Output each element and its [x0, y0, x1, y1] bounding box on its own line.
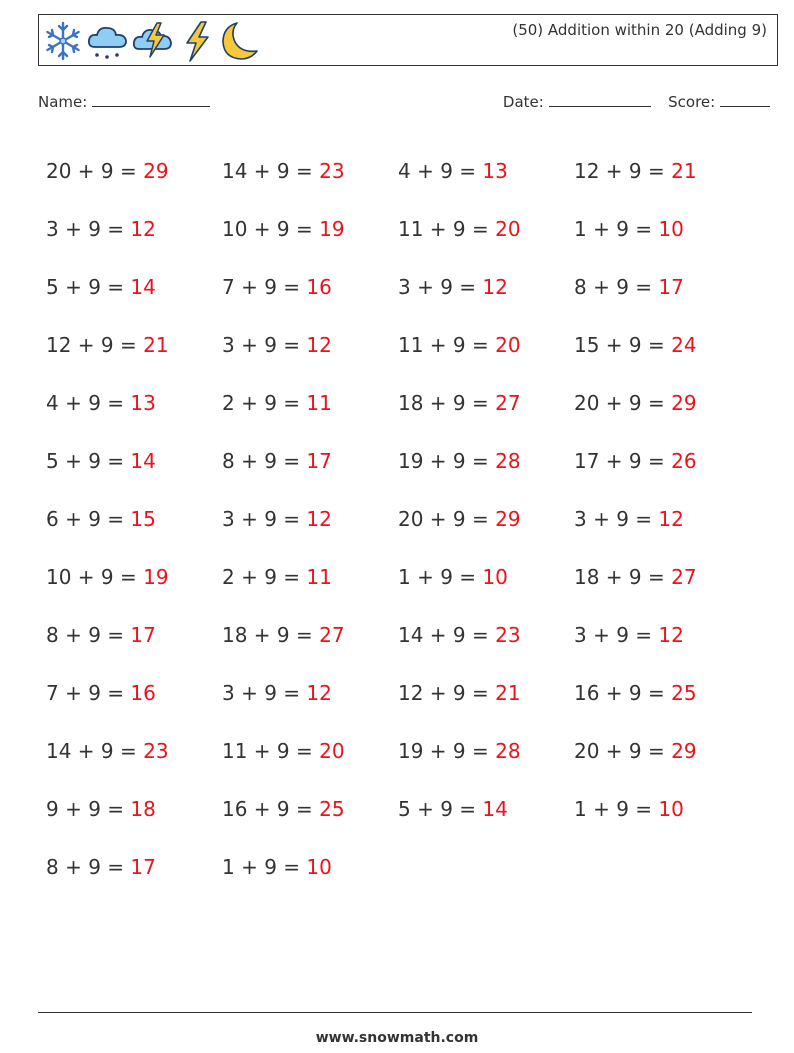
date-blank[interactable]: [549, 92, 651, 107]
problem-item: [222, 565, 398, 589]
problem-item: [574, 507, 750, 531]
problem-question: 10 + 9 =: [46, 565, 144, 589]
problem-answer: 28: [495, 449, 521, 473]
name-field: [38, 92, 210, 111]
problem-answer: 18: [130, 797, 156, 821]
problem-answer: 13: [482, 159, 508, 183]
problem-answer: 29: [143, 159, 169, 183]
problem-answer: 21: [143, 333, 169, 357]
problem-row: [46, 722, 750, 780]
problem-answer: 27: [671, 565, 697, 589]
problem-question: 3 + 9 =: [398, 275, 483, 299]
problem-item: [398, 449, 574, 473]
problem-question: 15 + 9 =: [574, 333, 672, 357]
problem-question: 12 + 9 =: [46, 333, 144, 357]
problem-question: 11 + 9 =: [222, 739, 320, 763]
score-blank[interactable]: [720, 92, 770, 107]
problem-answer: 27: [495, 391, 521, 415]
problem-answer: 10: [306, 855, 332, 879]
problem-answer: 19: [143, 565, 169, 589]
problem-question: 8 + 9 =: [222, 449, 307, 473]
problem-item: [574, 681, 750, 705]
problem-item: [46, 565, 222, 589]
problem-question: 8 + 9 =: [46, 623, 131, 647]
problem-answer: 12: [658, 507, 684, 531]
problem-item: [222, 623, 398, 647]
crescent-moon-icon: [217, 19, 261, 63]
problem-question: 20 + 9 =: [574, 391, 672, 415]
problem-question: 20 + 9 =: [398, 507, 496, 531]
problem-row: [46, 838, 750, 896]
problem-question: 18 + 9 =: [398, 391, 496, 415]
problem-item: [398, 739, 574, 763]
problem-question: 8 + 9 =: [46, 855, 131, 879]
problem-item: [398, 507, 574, 531]
problem-row: [46, 316, 750, 374]
problem-question: 10 + 9 =: [222, 217, 320, 241]
problem-item: [398, 623, 574, 647]
problem-item: [222, 507, 398, 531]
problem-question: 3 + 9 =: [46, 217, 131, 241]
problem-answer: 14: [130, 275, 156, 299]
problem-question: 2 + 9 =: [222, 391, 307, 415]
footer-divider: [38, 1012, 752, 1013]
problem-item: [574, 565, 750, 589]
problem-item: [46, 449, 222, 473]
problem-question: 11 + 9 =: [398, 333, 496, 357]
problem-answer: 17: [130, 623, 156, 647]
problem-answer: 11: [306, 565, 332, 589]
problem-question: 7 + 9 =: [222, 275, 307, 299]
problem-item: [222, 391, 398, 415]
problem-item: [46, 333, 222, 357]
problem-item: [222, 159, 398, 183]
problem-answer: 20: [319, 739, 345, 763]
problem-question: 3 + 9 =: [222, 333, 307, 357]
date-score-fields: [503, 92, 770, 111]
problem-answer: 29: [671, 391, 697, 415]
snowflake-icon: [41, 19, 85, 63]
problem-item: [398, 217, 574, 241]
problem-question: 18 + 9 =: [222, 623, 320, 647]
problem-answer: 12: [306, 681, 332, 705]
problem-question: 11 + 9 =: [398, 217, 496, 241]
problem-item: [398, 333, 574, 357]
worksheet-header: [38, 14, 778, 66]
problem-item: [574, 739, 750, 763]
problem-item: [574, 449, 750, 473]
problem-answer: 16: [306, 275, 332, 299]
problem-item: [574, 797, 750, 821]
problem-question: 5 + 9 =: [46, 275, 131, 299]
problem-answer: 11: [306, 391, 332, 415]
problem-question: 5 + 9 =: [398, 797, 483, 821]
snow-cloud-icon: [85, 19, 131, 63]
name-blank[interactable]: [92, 92, 210, 107]
problem-row: [46, 606, 750, 664]
problem-item: [222, 855, 398, 879]
problem-question: 12 + 9 =: [574, 159, 672, 183]
problem-item: [574, 391, 750, 415]
problem-row: [46, 780, 750, 838]
problem-answer: 14: [482, 797, 508, 821]
problem-answer: 17: [130, 855, 156, 879]
problem-item: [574, 333, 750, 357]
problem-answer: 23: [495, 623, 521, 647]
problem-answer: 12: [306, 333, 332, 357]
problem-answer: 25: [671, 681, 697, 705]
problem-answer: 13: [130, 391, 156, 415]
problem-item: [574, 217, 750, 241]
problem-answer: 12: [482, 275, 508, 299]
problem-answer: 27: [319, 623, 345, 647]
problem-grid: [46, 142, 750, 896]
problem-row: [46, 432, 750, 490]
problem-item: [398, 797, 574, 821]
problem-answer: 14: [130, 449, 156, 473]
worksheet-title: (50) Addition within 20 (Adding 9): [512, 21, 767, 39]
problem-item: [46, 623, 222, 647]
header-icons: [41, 17, 261, 65]
problem-question: 17 + 9 =: [574, 449, 672, 473]
lightning-icon: [177, 19, 217, 63]
problem-item: [46, 391, 222, 415]
problem-question: 16 + 9 =: [574, 681, 672, 705]
problem-row: [46, 258, 750, 316]
problem-question: 7 + 9 =: [46, 681, 131, 705]
problem-item: [46, 855, 222, 879]
problem-item: [398, 159, 574, 183]
problem-item: [574, 159, 750, 183]
problem-row: [46, 200, 750, 258]
problem-row: [46, 142, 750, 200]
problem-question: 16 + 9 =: [222, 797, 320, 821]
problem-question: 2 + 9 =: [222, 565, 307, 589]
problem-question: 8 + 9 =: [574, 275, 659, 299]
problem-question: 3 + 9 =: [574, 507, 659, 531]
problem-answer: 25: [319, 797, 345, 821]
problem-question: 18 + 9 =: [574, 565, 672, 589]
problem-question: 20 + 9 =: [574, 739, 672, 763]
problem-item: [46, 681, 222, 705]
problem-question: 14 + 9 =: [222, 159, 320, 183]
problem-question: 14 + 9 =: [398, 623, 496, 647]
problem-answer: 20: [495, 217, 521, 241]
problem-answer: 21: [495, 681, 521, 705]
problem-answer: 20: [495, 333, 521, 357]
problem-row: [46, 490, 750, 548]
problem-answer: 29: [671, 739, 697, 763]
problem-item: [398, 565, 574, 589]
problem-answer: 12: [658, 623, 684, 647]
problem-answer: 29: [495, 507, 521, 531]
problem-question: 4 + 9 =: [398, 159, 483, 183]
problem-item: [46, 507, 222, 531]
problem-answer: 17: [306, 449, 332, 473]
problem-item: [398, 275, 574, 299]
problem-question: 1 + 9 =: [398, 565, 483, 589]
problem-question: 19 + 9 =: [398, 739, 496, 763]
problem-question: 20 + 9 =: [46, 159, 144, 183]
problem-question: 1 + 9 =: [574, 217, 659, 241]
problem-answer: 15: [130, 507, 156, 531]
problem-answer: 21: [671, 159, 697, 183]
problem-question: 14 + 9 =: [46, 739, 144, 763]
problem-item: [398, 391, 574, 415]
problem-item: [46, 739, 222, 763]
problem-item: [574, 623, 750, 647]
storm-cloud-icon: [131, 19, 177, 63]
problem-item: [222, 217, 398, 241]
problem-answer: 23: [143, 739, 169, 763]
problem-item: [222, 739, 398, 763]
name-label: Name:: [38, 93, 88, 111]
problem-question: 19 + 9 =: [398, 449, 496, 473]
problem-item: [46, 159, 222, 183]
problem-question: 12 + 9 =: [398, 681, 496, 705]
problem-item: [46, 797, 222, 821]
problem-item: [46, 275, 222, 299]
problem-question: 3 + 9 =: [222, 681, 307, 705]
problem-item: [574, 275, 750, 299]
problem-answer: 19: [319, 217, 345, 241]
problem-item: [222, 681, 398, 705]
problem-answer: 16: [130, 681, 156, 705]
date-label: Date:: [502, 93, 544, 111]
problem-question: 3 + 9 =: [222, 507, 307, 531]
problem-answer: 12: [306, 507, 332, 531]
problem-item: [222, 275, 398, 299]
problem-question: 1 + 9 =: [574, 797, 659, 821]
problem-answer: 28: [495, 739, 521, 763]
problem-row: [46, 548, 750, 606]
problem-question: 1 + 9 =: [222, 855, 307, 879]
problem-item: [222, 449, 398, 473]
problem-question: 6 + 9 =: [46, 507, 131, 531]
problem-question: 5 + 9 =: [46, 449, 131, 473]
footer-url: www.snowmath.com: [315, 1030, 479, 1046]
problem-row: [46, 374, 750, 432]
problem-answer: 12: [130, 217, 156, 241]
problem-answer: 23: [319, 159, 345, 183]
problem-row: [46, 664, 750, 722]
problem-question: 9 + 9 =: [46, 797, 131, 821]
problem-question: 4 + 9 =: [46, 391, 131, 415]
problem-answer: 10: [658, 217, 684, 241]
problem-answer: 17: [658, 275, 684, 299]
problem-question: 3 + 9 =: [574, 623, 659, 647]
problem-item: [398, 681, 574, 705]
problem-item: [46, 217, 222, 241]
score-label: Score:: [668, 93, 716, 111]
problem-item: [222, 797, 398, 821]
problem-answer: 26: [671, 449, 697, 473]
problem-answer: 24: [671, 333, 697, 357]
problem-item: [222, 333, 398, 357]
problem-answer: 10: [658, 797, 684, 821]
problem-answer: 10: [482, 565, 508, 589]
